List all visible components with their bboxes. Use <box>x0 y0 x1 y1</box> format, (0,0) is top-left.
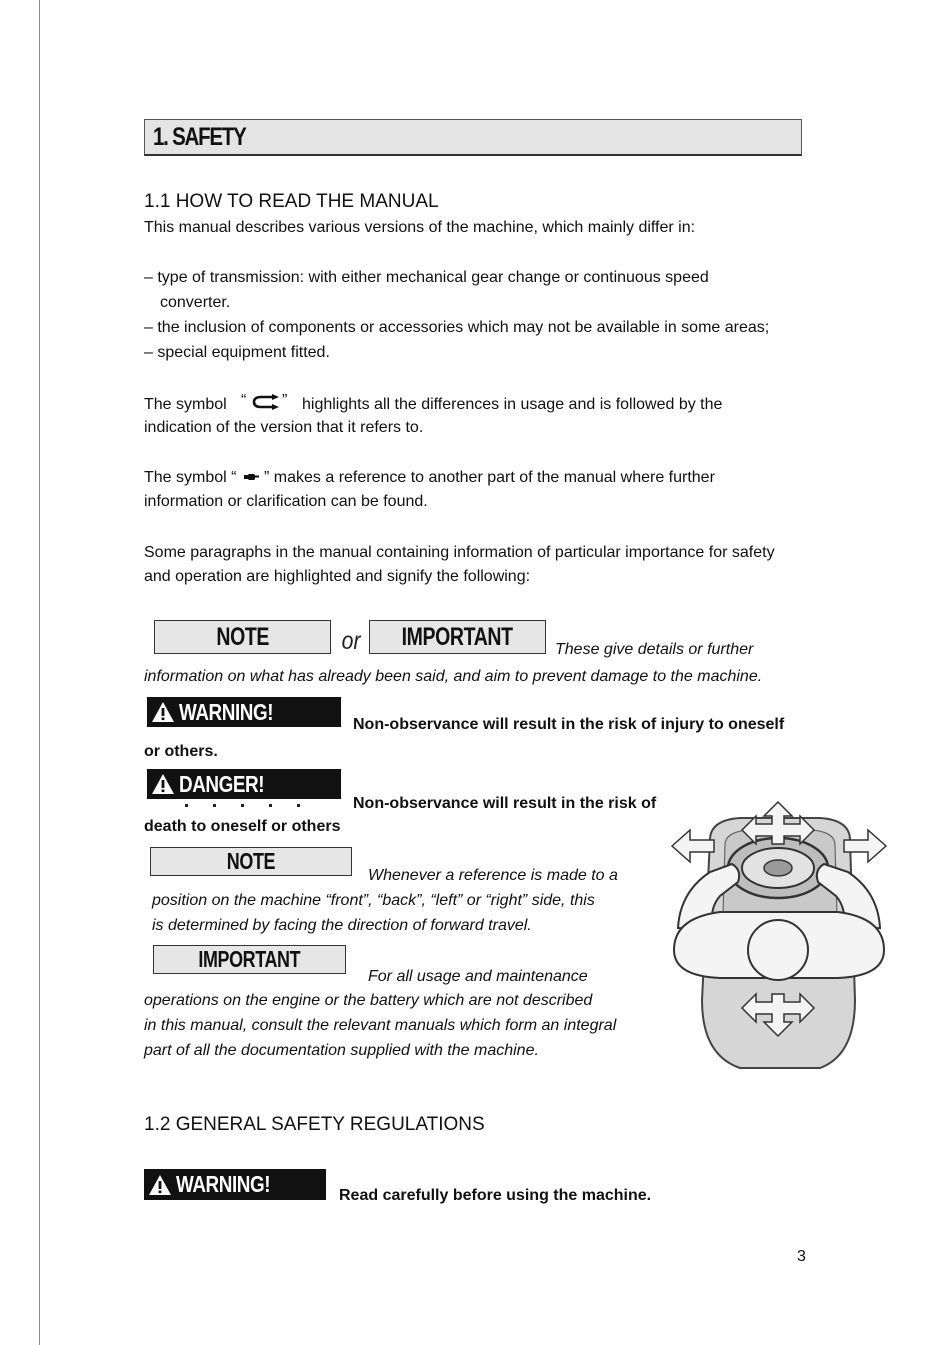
note-desc-line1: These give details or further <box>555 641 754 658</box>
warning-label: WARNING! <box>179 698 274 725</box>
note-label: NOTE <box>216 622 269 651</box>
note-desc-line2: information on what has already been said, and aim to prevent damage to the machine. <box>144 668 763 685</box>
section-title-box <box>144 119 802 156</box>
bullet-components: – the inclusion of components or accessories which may not be available in some areas; <box>144 319 770 336</box>
symbol1-close-quote: ” <box>282 392 288 409</box>
heading-1-2: 1.2 GENERAL SAFETY REGULATIONS <box>144 1114 485 1135</box>
important-label: IMPORTANT <box>402 622 513 651</box>
pointing-hand-icon <box>243 472 259 482</box>
general-warning-text: Read carefully before using the machine. <box>339 1187 652 1204</box>
symbol2-line2: information or clarification can be found. <box>144 493 428 510</box>
operator-seated-top-view-illustration <box>670 800 888 1080</box>
bullet-transmission: – type of transmission: with either mechanical gear change or continuous speed <box>144 269 709 286</box>
important-label-box <box>369 620 546 654</box>
symbol2-post: ” makes a reference to another part of the manual where further <box>264 469 715 486</box>
symbol1-open-quote: “ <box>241 392 247 409</box>
symbol1-pre: The symbol <box>144 396 227 413</box>
danger-desc-line1: Non-observance will result in the risk of <box>353 795 657 812</box>
important2-desc-line4: part of all the documentation supplied with the machine. <box>144 1042 539 1059</box>
warning-label-box-2 <box>144 1169 326 1200</box>
warning-triangle-icon <box>148 1174 172 1196</box>
danger-desc-line1-wrap <box>353 791 660 816</box>
important2-desc-line1: For all usage and maintenance <box>368 968 588 985</box>
note-label-2: NOTE <box>226 848 276 874</box>
version-arrow-icon <box>251 394 281 410</box>
important2-desc-line3: in this manual, consult the relevant manuals which form an integral <box>144 1017 617 1034</box>
note2-desc-line1: Whenever a reference is made to a <box>368 867 618 884</box>
or-separator: or <box>341 627 361 655</box>
important-label-2: IMPORTANT <box>198 946 301 972</box>
para-importance-2: and operation are highlighted and signify the following: <box>144 568 531 585</box>
warning-triangle-icon <box>151 701 175 723</box>
page-number: 3 <box>797 1248 806 1265</box>
note-label-box <box>154 620 331 654</box>
heading-1-1: 1.1 HOW TO READ THE MANUAL <box>144 191 439 212</box>
warning-label-box <box>147 697 341 727</box>
section-title: 1. SAFETY <box>153 123 246 151</box>
warning-triangle-icon <box>151 773 175 795</box>
important2-desc-line2: operations on the engine or the battery which are not described <box>144 992 593 1009</box>
danger-underline-dots <box>185 804 325 807</box>
note-label-box-2 <box>150 847 352 876</box>
symbol2-pre: The symbol “ <box>144 469 237 486</box>
danger-label: DANGER! <box>179 770 265 797</box>
danger-desc-line2: death to oneself or others <box>144 818 341 835</box>
para-importance-1: Some paragraphs in the manual containing information of particular importance for safety <box>144 544 775 561</box>
warning-desc-line1: Non-observance will result in the risk of injury to oneself <box>353 716 785 733</box>
note2-desc-line2: position on the machine “front”, “back”, “left” or “right” side, this <box>152 892 595 909</box>
note2-desc-line3: is determined by facing the direction of forward travel. <box>152 917 532 934</box>
warning-label-2: WARNING! <box>176 1171 271 1197</box>
warning-desc-line2: or others. <box>144 743 218 760</box>
symbol1-post: highlights all the differences in usage and is followed by the <box>302 396 723 413</box>
important-label-box-2 <box>153 945 346 974</box>
page-margin-line <box>39 0 40 1345</box>
bullet-equipment: – special equipment fitted. <box>144 344 330 361</box>
bullet-transmission-cont: converter. <box>160 294 231 311</box>
danger-label-box <box>147 769 341 799</box>
symbol1-line2: indication of the version that it refers to. <box>144 419 424 436</box>
intro-text: This manual describes various versions of the machine, which mainly differ in: <box>144 219 696 236</box>
